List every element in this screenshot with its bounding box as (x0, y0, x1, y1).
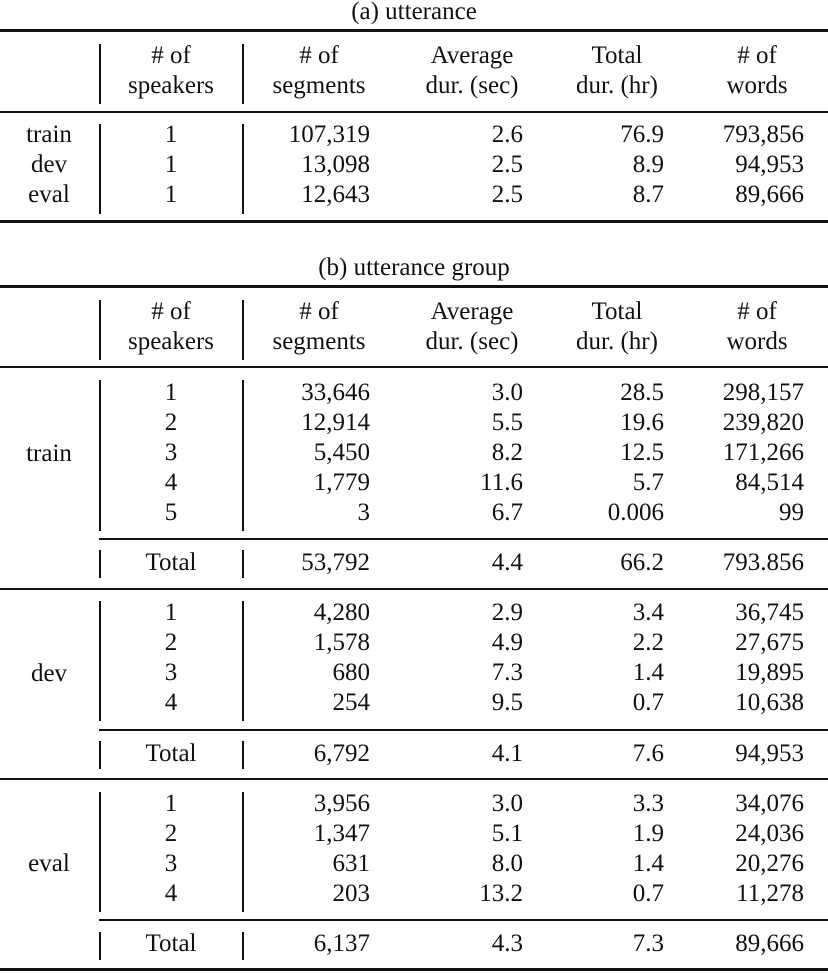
cell-speakers: 4 (164, 880, 178, 907)
column-separator (242, 601, 244, 721)
column-separator (99, 300, 101, 360)
cell-words: 36,745 (735, 599, 804, 626)
cell-total-dur: 7.3 (632, 930, 664, 957)
group-separator-rule (0, 588, 828, 590)
cell-avg-dur: 5.1 (491, 820, 523, 847)
cell-segments: 203 (332, 880, 370, 907)
cell-avg-dur: 13.2 (479, 880, 523, 907)
cell-speakers: 4 (164, 689, 178, 716)
cell-segments: 5,450 (313, 439, 370, 466)
header-avg-dur-line2: dur. (sec) (425, 72, 519, 99)
column-separator (242, 124, 244, 214)
cell-speakers: 2 (164, 409, 178, 436)
cell-total-dur: 1.9 (632, 820, 664, 847)
column-separator (99, 932, 101, 960)
cell-segments: 6,792 (313, 740, 370, 767)
cell-words: 89,666 (735, 930, 804, 957)
cell-total-dur: 3.3 (632, 790, 664, 817)
cell-avg-dur: 2.5 (491, 181, 523, 208)
cell-total-dur: 8.9 (632, 151, 664, 178)
cell-total-dur: 7.6 (632, 740, 664, 767)
cell-words: 298,157 (722, 379, 804, 406)
cell-speakers: 5 (164, 499, 178, 526)
table-a-bottom-rule (0, 220, 828, 223)
cell-speakers: 2 (164, 629, 178, 656)
cell-words: 239,820 (722, 409, 804, 436)
cell-words: 19,895 (735, 659, 804, 686)
column-separator (99, 741, 101, 769)
table-a-caption: (a) utterance (351, 0, 477, 25)
column-separator (242, 550, 244, 578)
column-separator (99, 601, 101, 721)
cell-avg-dur: 5.5 (491, 409, 523, 436)
cell-speakers: 3 (164, 439, 178, 466)
header-total-dur-line1: Total (591, 298, 643, 325)
column-separator (99, 792, 101, 912)
cell-words: 20,276 (735, 850, 804, 877)
cell-avg-dur: 8.0 (491, 850, 523, 877)
cell-total-dur: 66.2 (620, 549, 664, 576)
cell-words: 84,514 (735, 469, 804, 496)
cell-avg-dur: 3.0 (491, 379, 523, 406)
cell-words: 171,266 (722, 439, 804, 466)
cell-segments: 1,578 (313, 629, 370, 656)
set-label: eval (28, 181, 70, 208)
cell-total-dur: 12.5 (620, 439, 664, 466)
cell-avg-dur: 9.5 (491, 689, 523, 716)
header-words-line2: words (726, 328, 788, 355)
cell-speakers: 3 (164, 659, 178, 686)
cell-speakers: 1 (164, 181, 178, 208)
column-separator (99, 124, 101, 214)
table-b-mid-rule (0, 366, 828, 368)
table-b-bottom-rule (0, 968, 828, 971)
cell-words: 94,953 (735, 740, 804, 767)
total-label: Total (145, 549, 197, 576)
header-segments-line2: segments (272, 328, 366, 355)
cell-total-dur: 76.9 (620, 121, 664, 148)
header-total-dur-line2: dur. (hr) (576, 328, 658, 355)
cell-speakers: 1 (164, 121, 178, 148)
cell-avg-dur: 4.4 (491, 549, 523, 576)
cell-avg-dur: 2.9 (491, 599, 523, 626)
table-a-mid-rule (0, 111, 828, 113)
table-b-caption: (b) utterance group (318, 254, 510, 281)
column-separator (242, 44, 244, 104)
cell-avg-dur: 7.3 (491, 659, 523, 686)
table-b-top-rule (0, 285, 828, 288)
cell-segments: 1,779 (313, 469, 370, 496)
cell-segments: 12,643 (301, 181, 370, 208)
column-separator (242, 300, 244, 360)
cell-speakers: 1 (164, 379, 178, 406)
column-separator (242, 792, 244, 912)
cell-total-dur: 28.5 (620, 379, 664, 406)
column-separator (99, 380, 101, 531)
column-separator (242, 932, 244, 960)
cell-total-dur: 0.006 (607, 499, 664, 526)
set-label: train (26, 121, 72, 148)
cell-total-dur: 8.7 (632, 181, 664, 208)
cell-total-dur: 0.7 (632, 880, 664, 907)
cell-avg-dur: 2.6 (491, 121, 523, 148)
cell-words: 99 (779, 499, 804, 526)
cell-avg-dur: 8.2 (491, 439, 523, 466)
cell-words: 10,638 (735, 689, 804, 716)
header-segments-line1: # of (299, 298, 339, 325)
group-total-rule (99, 538, 828, 540)
cell-total-dur: 1.4 (632, 659, 664, 686)
cell-avg-dur: 4.1 (491, 740, 523, 767)
cell-avg-dur: 4.3 (491, 930, 523, 957)
cell-segments: 3,956 (313, 790, 370, 817)
group-total-rule (99, 919, 828, 921)
cell-avg-dur: 6.7 (491, 499, 523, 526)
cell-speakers: 1 (164, 151, 178, 178)
cell-segments: 53,792 (301, 549, 370, 576)
cell-total-dur: 1.4 (632, 850, 664, 877)
header-speakers-line2: speakers (127, 328, 215, 355)
header-total-dur-line1: Total (591, 42, 643, 69)
cell-avg-dur: 2.5 (491, 151, 523, 178)
cell-speakers: 2 (164, 820, 178, 847)
column-separator (242, 380, 244, 531)
cell-segments: 12,914 (301, 409, 370, 436)
cell-segments: 6,137 (313, 930, 370, 957)
cell-words: 24,036 (735, 820, 804, 847)
cell-words: 27,675 (735, 629, 804, 656)
cell-segments: 1,347 (313, 820, 370, 847)
header-segments-line1: # of (299, 42, 339, 69)
cell-avg-dur: 4.9 (491, 629, 523, 656)
header-total-dur-line2: dur. (hr) (576, 72, 658, 99)
set-label: eval (28, 850, 70, 877)
cell-total-dur: 5.7 (632, 469, 664, 496)
cell-segments: 107,319 (288, 121, 370, 148)
cell-total-dur: 2.2 (632, 629, 664, 656)
header-speakers-line1: # of (151, 298, 191, 325)
set-label: train (26, 440, 72, 467)
cell-segments: 631 (332, 850, 370, 877)
header-speakers-line2: speakers (127, 72, 215, 99)
cell-avg-dur: 3.0 (491, 790, 523, 817)
column-separator (242, 741, 244, 769)
cell-speakers: 1 (164, 790, 178, 817)
cell-total-dur: 19.6 (620, 409, 664, 436)
table-a-top-rule (0, 29, 828, 32)
cell-words: 94,953 (735, 151, 804, 178)
header-words-line2: words (726, 72, 788, 99)
set-label: dev (30, 660, 68, 687)
cell-words: 793,856 (722, 121, 804, 148)
cell-words: 11,278 (736, 880, 804, 907)
cell-segments: 3 (357, 499, 370, 526)
cell-segments: 254 (332, 689, 370, 716)
set-label: dev (30, 151, 68, 178)
cell-avg-dur: 11.6 (480, 469, 523, 496)
cell-words: 793.856 (722, 549, 804, 576)
cell-words: 89,666 (735, 181, 804, 208)
cell-segments: 680 (332, 659, 370, 686)
cell-segments: 13,098 (301, 151, 370, 178)
total-label: Total (145, 740, 197, 767)
cell-speakers: 1 (164, 599, 178, 626)
cell-total-dur: 0.7 (632, 689, 664, 716)
cell-segments: 4,280 (313, 599, 370, 626)
header-segments-line2: segments (272, 72, 366, 99)
header-speakers-line1: # of (151, 42, 191, 69)
cell-segments: 33,646 (301, 379, 370, 406)
header-words-line1: # of (737, 42, 777, 69)
header-avg-dur-line2: dur. (sec) (425, 328, 519, 355)
header-words-line1: # of (737, 298, 777, 325)
column-separator (99, 550, 101, 578)
header-avg-dur-line1: Average (430, 298, 514, 325)
cell-speakers: 4 (164, 469, 178, 496)
group-total-rule (99, 729, 828, 731)
cell-total-dur: 3.4 (632, 599, 664, 626)
total-label: Total (145, 930, 197, 957)
group-separator-rule (0, 778, 828, 780)
column-separator (99, 44, 101, 104)
header-avg-dur-line1: Average (430, 42, 514, 69)
cell-speakers: 3 (164, 850, 178, 877)
cell-words: 34,076 (735, 790, 804, 817)
